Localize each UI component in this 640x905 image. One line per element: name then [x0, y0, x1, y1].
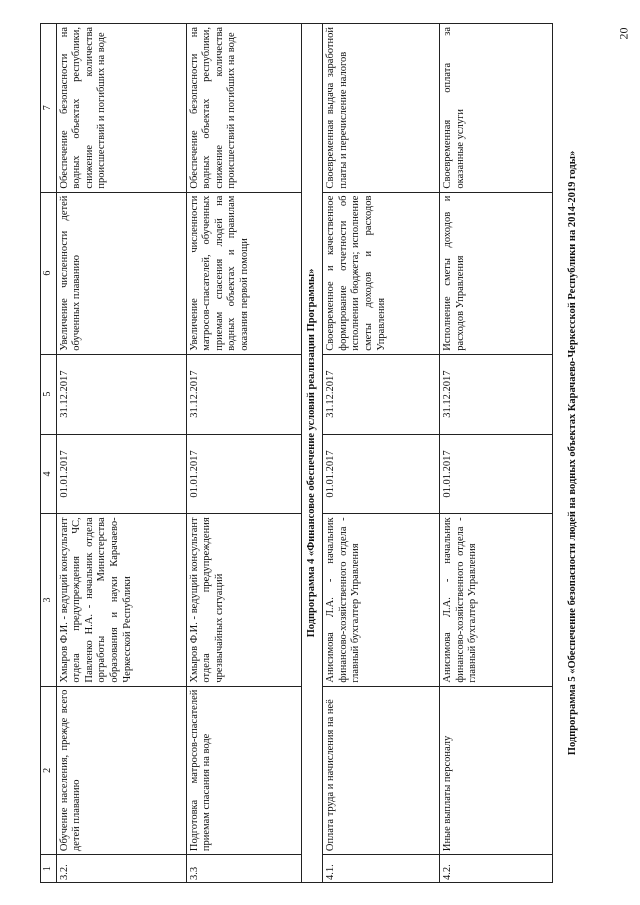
end-date-cell: 31.12.2017 — [323, 354, 440, 434]
start-date-cell: 01.01.2017 — [186, 434, 301, 514]
table-row — [440, 24, 553, 883]
table-row — [186, 24, 301, 883]
row-number: 4.1. — [323, 855, 440, 883]
section-4-title: Подпрограмма 4 «Финансовое обеспечение условий реализации Программы» — [301, 24, 323, 883]
column-header: 7 — [41, 24, 57, 193]
responsible-cell: Хмыров Ф.И. - ведущий консультант отдела предупреждения чрезвычайных ситуаций — [186, 514, 301, 686]
column-header: 3 — [41, 514, 57, 686]
effect-cell: Своевременная оплата за оказанные услуги — [440, 24, 553, 193]
page-number: 20 — [616, 27, 631, 40]
column-header: 2 — [41, 686, 57, 855]
column-header: 5 — [41, 354, 57, 434]
rotated-page-content — [40, 23, 600, 883]
responsible-cell: Анисимова Л.А. - начальник финансово-хозяйственного отдела - главный бухгалтер Управления — [440, 514, 553, 686]
responsible-cell: Анисимова Л.А. - начальник финансово-хозяйственного отдела - главный бухгалтер Управления — [323, 514, 440, 686]
responsible-cell: Хмыров Ф.И. - ведущий консультант отдела предупреждения ЧС, Павленко Н.А. - начальник отдела оргработы Министерства образования и науки Карачаево-Черкесской Республики — [56, 514, 186, 686]
effect-cell: Обеспечение безопасности на водных объектах республики, снижение количества происшествий и погибших на воде — [56, 24, 186, 193]
table-row — [323, 24, 440, 883]
start-date-cell: 01.01.2017 — [56, 434, 186, 514]
section-heading-row — [301, 24, 323, 883]
table-row — [56, 24, 186, 883]
result-cell: Увеличение численности детей обученных плаванию — [56, 192, 186, 354]
row-number: 3.2. — [56, 855, 186, 883]
end-date-cell: 31.12.2017 — [56, 354, 186, 434]
activity-cell: Обучение населения, прежде всего детей плаванию — [56, 686, 186, 855]
row-number: 3.3 — [186, 855, 301, 883]
effect-cell: Своевременная выдача заработной платы и перечисление налогов — [323, 24, 440, 193]
column-header: 1 — [41, 855, 57, 883]
row-number: 4.2. — [440, 855, 553, 883]
activity-cell: Оплата труда и начисления на неё — [323, 686, 440, 855]
column-header: 4 — [41, 434, 57, 514]
column-number-row — [41, 24, 57, 883]
activity-cell: Подготовка матросов-спасателей приемам спасания на воде — [186, 686, 301, 855]
section-5-title: Подпрограмма 5 «Обеспечение безопасности людей на водных объектах Карачаево-Черкесской Республики на 2014-2019 годы» — [567, 150, 579, 756]
program-activities-table — [40, 23, 553, 883]
result-cell: Увеличение численности матросов-спасателей, обученных приемам спасения людей на водных объектах и правилам оказания первой помощи — [186, 192, 301, 354]
start-date-cell: 01.01.2017 — [440, 434, 553, 514]
effect-cell: Обеспечение безопасности на водных объектах республики, снижение количества происшествий и погибших на воде — [186, 24, 301, 193]
start-date-cell: 01.01.2017 — [323, 434, 440, 514]
end-date-cell: 31.12.2017 — [186, 354, 301, 434]
result-cell: Своевременное и качественное формирование отчетности об исполнении бюджета; исполнение сметы доходов и расходов Управления — [323, 192, 440, 354]
activity-cell: Иные выплаты персоналу — [440, 686, 553, 855]
column-header: 6 — [41, 192, 57, 354]
end-date-cell: 31.12.2017 — [440, 354, 553, 434]
result-cell: Исполнение сметы доходов и расходов Управления — [440, 192, 553, 354]
